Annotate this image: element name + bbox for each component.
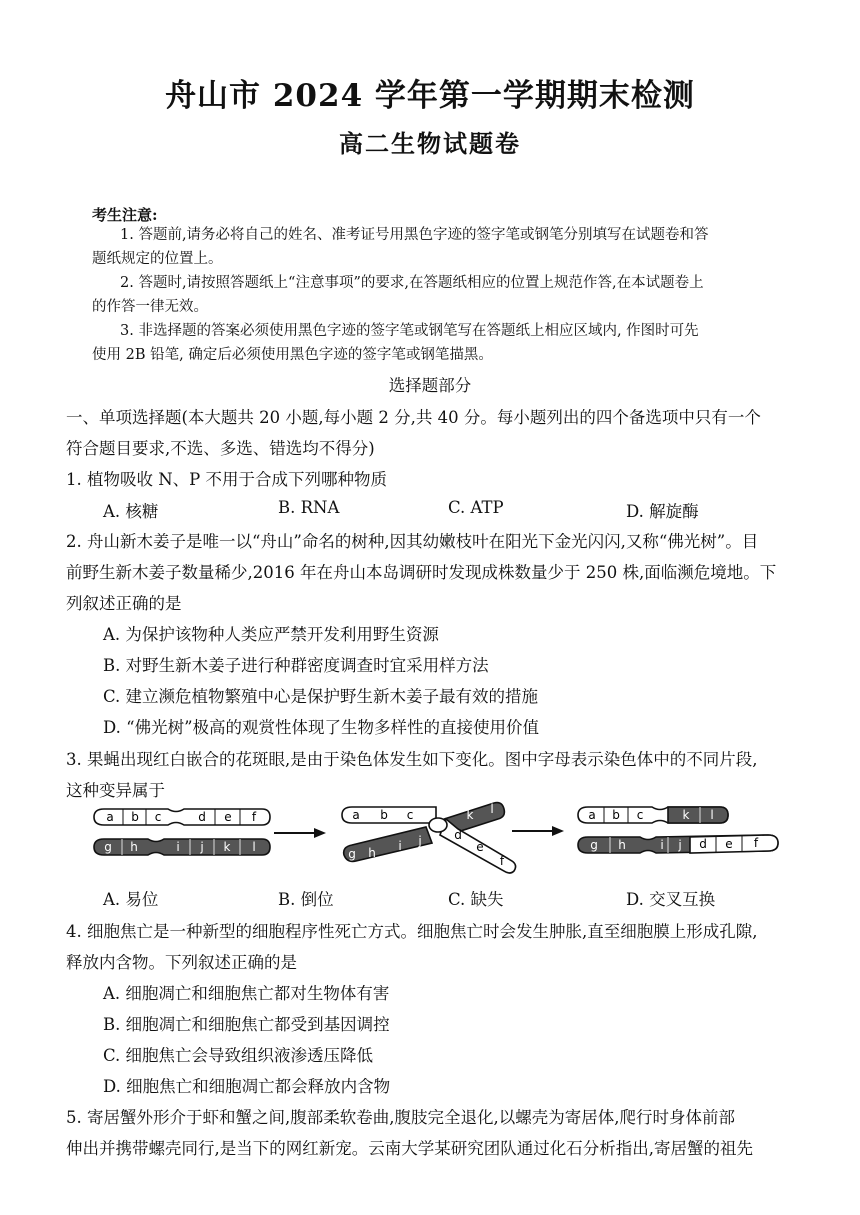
chromosome-before (94, 809, 270, 855)
q3-option-a: A. 易位 (103, 890, 159, 909)
notice-3-line-2: 使用 2B 铅笔, 确定后必须使用黑色字迹的签字笔或钢笔描黑。 (92, 347, 493, 363)
fig-label-before-l: l (252, 840, 256, 854)
notice-heading: 考生注意: (92, 206, 158, 224)
notice-3-line-1: 3. 非选择题的答案必须使用黑色字迹的签字笔或钢笔写在答题纸上相应区域内, 作图时可先 (120, 323, 699, 339)
q1-option-a: A. 核糖 (103, 502, 159, 521)
fig-label-middle-j: j (418, 834, 422, 848)
fig-label-before-a: a (106, 810, 114, 824)
fig-label-after-b: b (612, 808, 620, 822)
section-intro-line-1: 一、单项选择题(本大题共 20 小题,每小题 2 分,共 40 分。每小题列出的四个备选项中只有一个 (66, 408, 761, 427)
fig-label-before-h: h (130, 840, 138, 854)
fig-label-before-k: k (223, 840, 231, 854)
q1-option-c: C. ATP (448, 498, 504, 517)
notice-1-line-2: 题纸规定的位置上。 (92, 251, 223, 267)
q2-stem-line-2: 前野生新木姜子数量稀少,2016 年在舟山本岛调研时发现成株数量少于 250 株,面临濒危境地。下 (66, 563, 777, 582)
fig-label-before-b: b (131, 810, 139, 824)
q3-option-d: D. 交叉互换 (626, 890, 716, 909)
notice-2-line-2: 的作答一律无效。 (92, 299, 208, 315)
notice-1-line-1: 1. 答题前,请务必将自己的姓名、准考证号用黑色字迹的签字笔或钢笔分别填写在试题卷和答 (120, 227, 709, 243)
q1-stem: 1. 植物吸收 N、P 不用于合成下列哪种物质 (66, 470, 388, 489)
q4-option-a: A. 细胞凋亡和细胞焦亡都对生物体有害 (103, 984, 390, 1003)
fig-label-before-j: j (200, 840, 204, 854)
fig-label-before-c: c (154, 810, 162, 824)
fig-label-middle-b: b (380, 808, 388, 822)
fig-label-after-h: h (618, 838, 626, 852)
fig-label-before-e: e (224, 810, 232, 824)
q3-stem-line-1: 3. 果蝇出现红白嵌合的花斑眼,是由于染色体发生如下变化。图中字母表示染色体中的不同片段, (66, 750, 758, 769)
fig-label-before-f: f (251, 810, 257, 824)
notice-2-line-1: 2. 答题时,请按照答题纸上“注意事项”的要求,在答题纸相应的位置上规范作答,在本试题卷上 (120, 275, 704, 291)
fig-label-middle-h: h (368, 846, 376, 860)
q2-option-d: D. “佛光树”极高的观赏性体现了生物多样性的直接使用价值 (103, 718, 540, 737)
q4-option-c: C. 细胞焦亡会导致组织液渗透压降低 (103, 1046, 374, 1065)
chromosome-crossing (342, 802, 516, 873)
q5-stem-line-2: 伸出并携带螺壳同行,是当下的网红新宠。云南大学某研究团队通过化石分析指出,寄居蟹的祖先 (66, 1139, 753, 1158)
chromosome-after (578, 807, 778, 853)
q3-option-b: B. 倒位 (278, 890, 334, 909)
section-title: 选择题部分 (388, 376, 472, 395)
fig-label-after-e: e (725, 837, 733, 851)
page-subtitle: 高二生物试题卷 (339, 129, 521, 158)
section-intro-line-2: 符合题目要求,不选、多选、错选均不得分) (66, 439, 375, 458)
fig-label-after-g: g (590, 838, 598, 852)
q4-option-d: D. 细胞焦亡和细胞凋亡都会释放内含物 (103, 1077, 391, 1096)
q2-stem-line-1: 2. 舟山新木姜子是唯一以“舟山”命名的树种,因其幼嫩枝叶在阳光下金光闪闪,又称“佛光树”。目 (66, 532, 759, 551)
q2-stem-line-3: 列叙述正确的是 (66, 594, 182, 613)
fig-label-middle-c: c (406, 808, 414, 822)
arrow-right-icon-2 (512, 826, 564, 836)
fig-label-middle-a: a (352, 808, 360, 822)
fig-label-after-l: l (710, 808, 714, 822)
fig-label-middle-f: f (499, 854, 505, 868)
fig-label-after-a: a (588, 808, 596, 822)
q2-option-b: B. 对野生新木姜子进行种群密度调查时宜采用样方法 (103, 656, 489, 675)
q1-option-d: D. 解旋酶 (626, 502, 699, 521)
q4-option-b: B. 细胞凋亡和细胞焦亡都受到基因调控 (103, 1015, 390, 1034)
fig-label-before-i: i (176, 840, 180, 854)
q2-option-a: A. 为保护该物种人类应严禁开发利用野生资源 (103, 625, 439, 644)
fig-label-middle-g: g (348, 847, 356, 861)
fig-label-middle-i: i (398, 839, 402, 853)
fig-label-middle-e: e (476, 840, 484, 854)
fig-label-before-d: d (198, 810, 206, 824)
fig-label-after-f: f (753, 836, 759, 850)
fig-label-middle-d: d (454, 828, 462, 842)
fig-label-after-c: c (636, 808, 644, 822)
q4-stem-line-1: 4. 细胞焦亡是一种新型的细胞程序性死亡方式。细胞焦亡时会发生肿胀,直至细胞膜上形成孔隙, (66, 922, 758, 941)
chromosome-figure (0, 795, 860, 875)
fig-label-after-j: j (678, 838, 682, 852)
fig-label-after-d: d (699, 837, 707, 851)
q3-stem-line-2: 这种变异属于 (66, 781, 165, 800)
page-title: 舟山市 2024 学年第一学期期末检测 (165, 78, 695, 114)
q5-stem-line-1: 5. 寄居蟹外形介于虾和蟹之间,腹部柔软卷曲,腹肢完全退化,以螺壳为寄居体,爬行时身体前部 (66, 1108, 735, 1127)
q4-stem-line-2: 释放内含物。下列叙述正确的是 (66, 953, 297, 972)
fig-label-after-k: k (682, 808, 690, 822)
q3-option-c: C. 缺失 (448, 890, 504, 909)
fig-label-after-i: i (660, 838, 664, 852)
fig-label-middle-k: k (466, 808, 474, 822)
q1-option-b: B. RNA (278, 498, 340, 517)
arrow-right-icon-1 (274, 828, 326, 838)
fig-label-middle-l: l (490, 802, 494, 816)
fig-label-before-g: g (104, 840, 112, 854)
q2-option-c: C. 建立濒危植物繁殖中心是保护野生新木姜子最有效的措施 (103, 687, 539, 706)
